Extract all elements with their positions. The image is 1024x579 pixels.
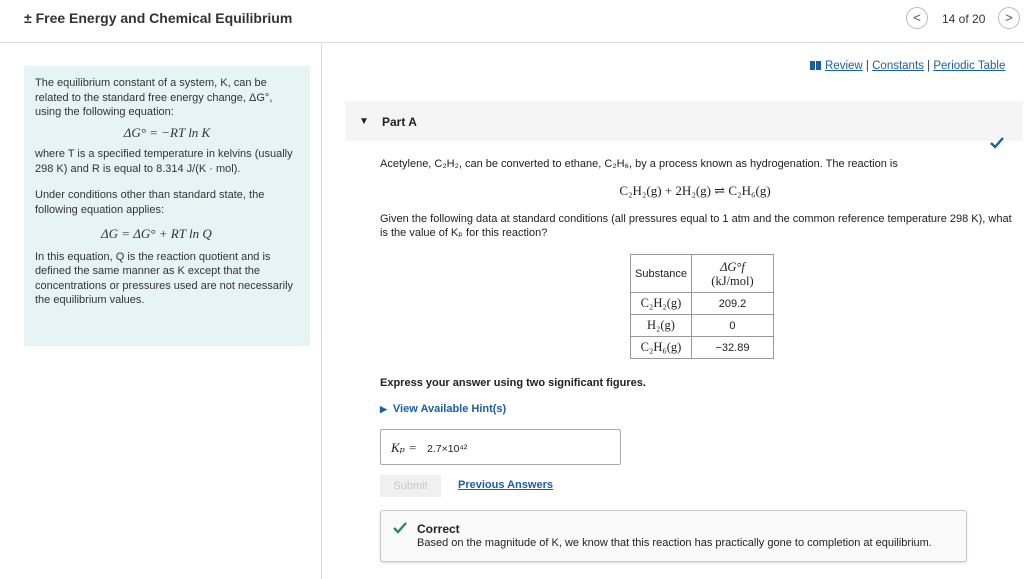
- info-q-text: In this equation, Q is the reaction quotient and is defined the same manner as K except that the concentrations or pressures used are not necessarily the equilibrium values.: [35, 250, 294, 306]
- part-label: Part A: [382, 115, 417, 129]
- table-cell-value: 209.2: [691, 293, 773, 315]
- correct-check-icon: [393, 522, 407, 534]
- delta-g-symbol: ΔG°f: [720, 259, 745, 274]
- resource-links: [810, 60, 1005, 72]
- book-icon: [810, 61, 821, 70]
- table-cell-substance: H₂(g): [631, 315, 692, 337]
- table-cell-value: −32.89: [691, 337, 773, 359]
- view-hints-link[interactable]: [380, 403, 506, 415]
- previous-page-button[interactable]: <: [906, 7, 928, 29]
- page-title: ± Free Energy and Chemical Equilibrium: [24, 10, 293, 26]
- kp-label: Kₚ =: [391, 440, 417, 455]
- page-count: 14 of 20: [942, 12, 986, 26]
- collapse-caret-icon[interactable]: ▼: [359, 116, 369, 127]
- table-cell-substance: C₂H₆(g): [631, 337, 692, 359]
- info-panel: [24, 66, 310, 346]
- info-intro: The equilibrium constant of a system, K, can be related to the standard free energy change, ΔG°, using the following equation:: [35, 77, 273, 118]
- part-a-header[interactable]: [345, 101, 1023, 141]
- question-given: Given the following data at standard conditions (all pressures equal to 1 atm and the common reference temperature 298 K), what is the value of Kₚ for this reaction?: [380, 213, 1012, 239]
- feedback-text: Based on the magnitude of K, we know that this reaction has practically gone to completion at equilibrium.: [417, 537, 932, 549]
- info-nonstandard-text: Under conditions other than standard state, the following equation applies:: [35, 189, 265, 216]
- submit-button[interactable]: Submit: [380, 475, 441, 497]
- feedback-title: Correct: [417, 522, 460, 536]
- periodic-table-link[interactable]: Periodic Table: [933, 60, 1006, 72]
- hint-label: View Available Hint(s): [392, 403, 507, 415]
- table-header-delta-g: [691, 255, 773, 293]
- panel-divider: [321, 43, 322, 579]
- review-link[interactable]: Review: [825, 60, 863, 72]
- link-separator: |: [927, 60, 931, 72]
- free-energy-table: [630, 254, 774, 359]
- table-row: [631, 293, 774, 315]
- answer-instructions: Express your answer using two significant figures.: [380, 377, 646, 389]
- answer-field[interactable]: [380, 429, 621, 465]
- table-cell-substance: C₂H₂(g): [631, 293, 692, 315]
- answer-value: 2.7×10⁴²: [427, 443, 468, 455]
- previous-answers-link[interactable]: Previous Answers: [458, 479, 553, 491]
- nonstandard-equation: ΔG = ΔG° + RT ln Q: [101, 226, 212, 241]
- constants-link[interactable]: Constants: [872, 60, 924, 72]
- table-row: [631, 337, 774, 359]
- table-header-substance: Substance: [631, 255, 692, 293]
- link-separator: |: [865, 60, 869, 72]
- next-page-button[interactable]: >: [998, 7, 1020, 29]
- reaction-equation: C₂H₂(g) + 2H₂(g) ⇌ C₂H₆(g): [619, 183, 771, 198]
- feedback-box: [380, 510, 967, 562]
- question-intro: Acetylene, C₂H₂, can be converted to ethane, C₂H₆, by a process known as hydrogenation. The reaction is: [380, 158, 898, 170]
- table-cell-value: 0: [691, 315, 773, 337]
- free-energy-equation: ΔG° = −RT ln K: [123, 124, 211, 140]
- checkmark-icon: [990, 137, 1004, 149]
- info-where-text: where T is a specified temperature in kelvins (usually 298 K) and R is equal to 8.314 J/(K · mol).: [35, 148, 293, 175]
- delta-g-units: (kJ/mol): [711, 273, 754, 288]
- expand-caret-icon: ▶: [380, 404, 387, 414]
- top-bar: [0, 0, 1024, 43]
- table-row: [631, 315, 774, 337]
